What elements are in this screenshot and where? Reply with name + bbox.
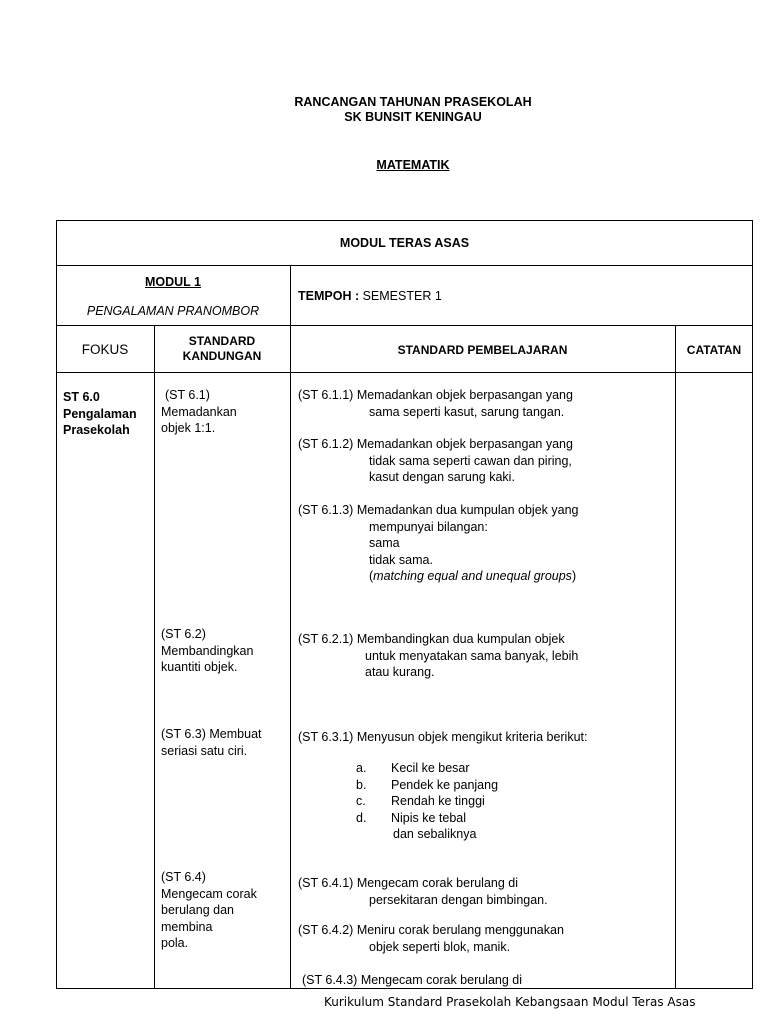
pembelajaran-line: tidak sama. [369, 552, 433, 567]
pembelajaran-line [298, 568, 579, 585]
pembelajaran-line: objek seperti blok, manik. [369, 939, 511, 954]
kandungan-line: Mengecam corak [161, 886, 257, 901]
column-header-catatan: CATATAN [686, 343, 742, 357]
kandungan-line: kuantiti objek. [161, 660, 238, 674]
pembelajaran-st613 [298, 502, 579, 585]
pembelajaran-line: (ST 6.4.2) Meniru corak berulang menggunakan [298, 923, 564, 937]
pembelajaran-line: persekitaran dengan bimbingan. [369, 892, 548, 907]
tempoh-value: SEMESTER 1 [362, 289, 442, 303]
pembelajaran-line: atau kurang. [365, 665, 435, 679]
kandungan-line: (ST 6.4) [161, 870, 206, 884]
kandungan-st62 [161, 626, 253, 676]
list-letter: a. [356, 761, 367, 775]
pembelajaran-line: untuk menyatakan sama banyak, lebih [365, 648, 579, 663]
subject-title: MATEMATIK [376, 158, 450, 172]
pembelajaran-line: (ST 6.4.1) Mengecam corak berulang di [298, 876, 519, 890]
table-divider [290, 265, 291, 325]
module-label: MODUL 1 [144, 275, 202, 289]
kandungan-line: objek 1:1. [161, 421, 216, 435]
table-divider [56, 265, 753, 266]
kandungan-line: berulang dan [161, 903, 234, 917]
list-item [356, 810, 498, 827]
fokus-line: Prasekolah [63, 423, 130, 437]
list-text: Rendah ke tinggi [391, 794, 485, 808]
list-letter: b. [356, 777, 367, 792]
kandungan-line: (ST 6.2) [161, 627, 206, 641]
list-item [356, 793, 498, 810]
table-divider [675, 325, 676, 989]
kandungan-line: pola. [161, 936, 189, 950]
doc-title-line1: RANCANGAN TAHUNAN PRASEKOLAH [294, 95, 532, 109]
kandungan-line: membina [161, 919, 213, 934]
column-header-line: KANDUNGAN [182, 349, 262, 363]
list-letter: d. [356, 810, 367, 825]
pembelajaran-line: (ST 6.2.1) Membandingkan dua kumpulan objek [298, 632, 565, 646]
pembelajaran-st641 [298, 875, 548, 908]
pembelajaran-st631: (ST 6.3.1) Menyusun objek mengikut kriteria berikut: [298, 730, 588, 744]
pembelajaran-line: tidak sama seperti cawan dan piring, [369, 453, 572, 468]
kandungan-line: Membandingkan [161, 643, 254, 658]
page-footer: Kurikulum Standard Prasekolah Kebangsaan Modul Teras Asas [324, 995, 696, 1009]
pembelajaran-line: (ST 6.1.2) Memadankan objek berpasangan yang [298, 437, 573, 451]
tempoh-label: TEMPOH : [298, 289, 360, 303]
pembelajaran-line: sama seperti kasut, sarung tangan. [369, 404, 565, 419]
list-item-tail: dan sebaliknya [393, 827, 477, 841]
pembelajaran-st611 [298, 387, 573, 420]
pembelajaran-st621 [298, 631, 578, 681]
pembelajaran-line: kasut dengan sarung kaki. [369, 470, 515, 484]
pembelajaran-st643: (ST 6.4.3) Mengecam corak berulang di [302, 973, 523, 987]
list-letter: c. [356, 794, 366, 808]
table-title: MODUL TERAS ASAS [339, 236, 470, 250]
pembelajaran-line: (ST 6.1.1) Memadankan objek berpasangan yang [298, 388, 573, 402]
column-header-line: STANDARD [188, 334, 256, 348]
pembelajaran-st642 [298, 922, 564, 955]
matching-note: matching equal and unequal groups [373, 569, 572, 583]
list-item [356, 760, 498, 777]
column-header-standard-pembelajaran: STANDARD PEMBELAJARAN [397, 343, 568, 357]
table-divider [290, 325, 291, 989]
table-divider [56, 325, 753, 326]
kandungan-line: (ST 6.1) [165, 388, 210, 402]
kandungan-line: (ST 6.3) Membuat [161, 727, 262, 741]
paren: ( [369, 569, 374, 583]
pembelajaran-st612 [298, 436, 573, 486]
list-text: Nipis ke tebal [391, 810, 467, 825]
criteria-list [356, 760, 498, 843]
list-item [356, 777, 498, 794]
module-name: PENGALAMAN PRANOMBOR [86, 304, 260, 318]
pembelajaran-line: (ST 6.1.3) Memadankan dua kumpulan objek yang [298, 503, 579, 517]
list-text: Pendek ke panjang [391, 777, 499, 792]
pembelajaran-line: mempunyai bilangan: [369, 519, 488, 534]
pembelajaran-line: sama [369, 536, 400, 550]
table-divider [56, 372, 753, 373]
doc-title-line2: SK BUNSIT KENINGAU [344, 110, 482, 124]
fokus-code: ST 6.0 [63, 390, 100, 404]
column-header-standard-kandungan [154, 334, 290, 364]
fokus-cell [63, 389, 137, 439]
list-text: Kecil ke besar [391, 761, 470, 775]
column-header-fokus: FOKUS [81, 342, 129, 357]
paren: ) [571, 569, 577, 583]
kandungan-st61 [161, 387, 237, 437]
kandungan-line: seriasi satu ciri. [161, 743, 248, 758]
kandungan-st63 [161, 726, 262, 759]
kandungan-line: Memadankan [161, 404, 237, 419]
fokus-line: Pengalaman [63, 406, 137, 421]
table-divider [154, 325, 155, 989]
tempoh [298, 288, 442, 305]
kandungan-st64 [161, 869, 257, 952]
